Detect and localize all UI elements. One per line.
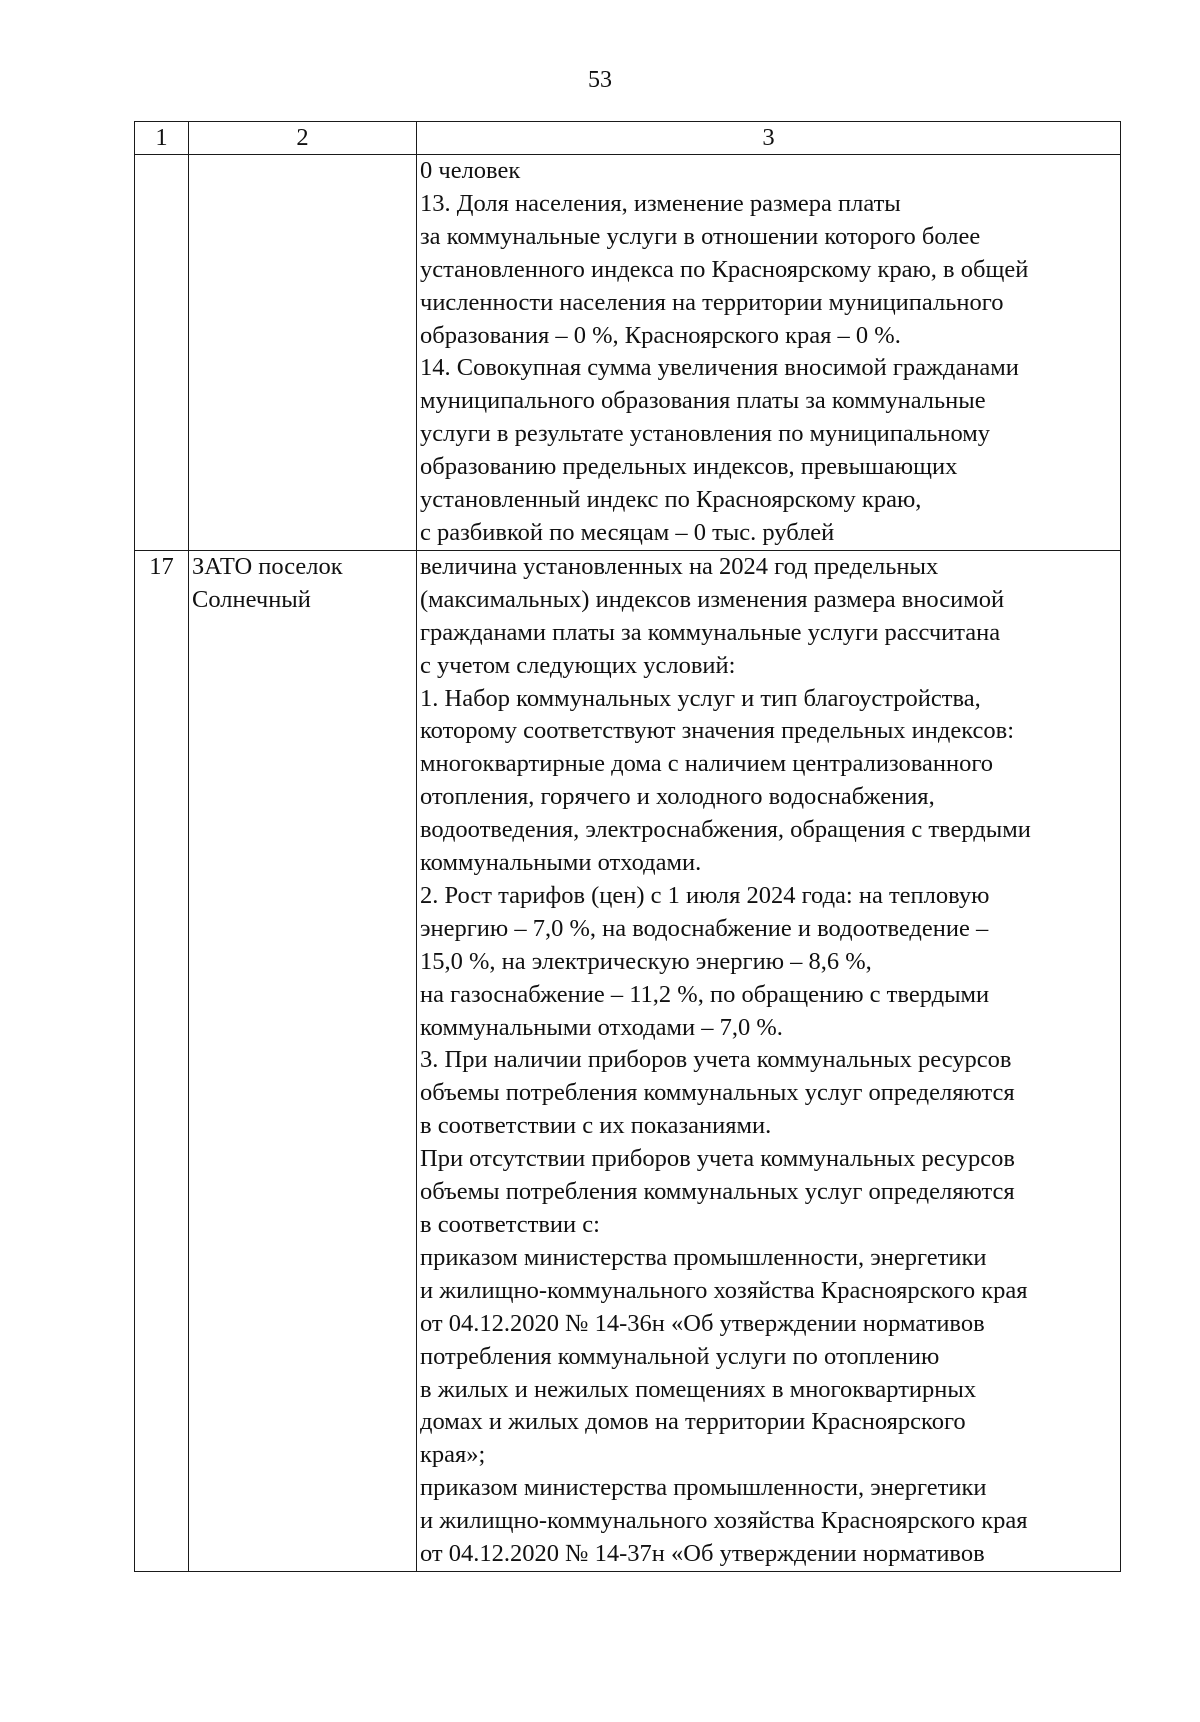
municipality-cell	[189, 155, 417, 551]
text-line: и жилищно-коммунального хозяйства Красноярского края	[420, 1276, 1028, 1304]
row-number-cell	[135, 155, 189, 551]
text-line: на газоснабжение – 11,2 %, по обращению с твердыми	[420, 980, 990, 1008]
text-line: в соответствии с:	[420, 1211, 600, 1238]
text-line: 1. Набор коммунальных услуг и тип благоустройства,	[420, 684, 981, 712]
text-line: за коммунальные услуги в отношении которого более	[420, 222, 981, 250]
text-line: домах и жилых домов на территории Красноярского	[420, 1408, 966, 1436]
table-row	[135, 550, 1121, 1571]
text-line: образованию предельных индексов, превышающих	[420, 453, 958, 481]
municipality-cell	[189, 550, 417, 1571]
municipality-name-line: Солнечный	[192, 585, 311, 613]
text-line: с учетом следующих условий:	[420, 651, 736, 679]
document-table	[134, 121, 1121, 1572]
text-line: края»;	[420, 1441, 486, 1469]
text-line: (максимальных) индексов изменения размера вносимой	[420, 585, 1005, 613]
text-line: приказом министерства промышленности, энергетики	[420, 1243, 987, 1271]
text-line: 14. Совокупная сумма увеличения вносимой гражданами	[420, 354, 1019, 382]
text-line: многоквартирные дома с наличием централизованного	[420, 750, 994, 778]
text-line: с разбивкой по месяцам – 0 тыс. рублей	[420, 518, 835, 546]
description-cell	[417, 550, 1121, 1571]
text-line: гражданами платы за коммунальные услуги рассчитана	[420, 618, 1001, 646]
text-line: приказом министерства промышленности, энергетики	[420, 1474, 987, 1502]
row-number-cell: 17	[135, 550, 189, 1571]
text-line: установленный индекс по Красноярскому краю,	[420, 486, 922, 514]
text-line: которому соответствуют значения предельных индексов:	[420, 717, 1015, 745]
text-line: 15,0 %, на электрическую энергию – 8,6 %,	[420, 947, 872, 975]
table-header-row	[135, 122, 1121, 155]
text-line: 3. При наличии приборов учета коммунальных ресурсов	[420, 1046, 1012, 1074]
municipality-name-line: ЗАТО поселок	[192, 552, 343, 580]
header-cell-2: 2	[189, 122, 417, 155]
text-line: объемы потребления коммунальных услуг определяются	[420, 1178, 1015, 1206]
text-line: величина установленных на 2024 год предельных	[420, 552, 939, 580]
table-row	[135, 155, 1121, 551]
text-line: коммунальными отходами – 7,0 %.	[420, 1013, 783, 1041]
text-line: При отсутствии приборов учета коммунальных ресурсов	[420, 1145, 1015, 1173]
text-line: и жилищно-коммунального хозяйства Красноярского края	[420, 1507, 1028, 1535]
text-line: 0 человек	[420, 157, 521, 184]
text-line: в жилых и нежилых помещениях в многоквартирных	[420, 1375, 977, 1403]
text-line: потребления коммунальной услуги по отоплению	[420, 1342, 940, 1370]
text-line: объемы потребления коммунальных услуг определяются	[420, 1079, 1015, 1107]
text-line: от 04.12.2020 № 14-37н «Об утверждении нормативов	[420, 1540, 985, 1568]
text-line: установленного индекса по Красноярскому краю, в общей	[420, 255, 1029, 283]
text-line: в соответствии с их показаниями.	[420, 1112, 772, 1140]
text-line: отопления, горячего и холодного водоснабжения,	[420, 783, 935, 811]
text-line: 2. Рост тарифов (цен) с 1 июля 2024 года: на тепловую	[420, 881, 990, 909]
page-number: 53	[588, 67, 612, 93]
text-line: услуги в результате установления по муниципальному	[420, 420, 991, 448]
text-line: коммунальными отходами.	[420, 849, 702, 877]
text-line: энергию – 7,0 %, на водоснабжение и водоотведение –	[420, 914, 989, 942]
text-line: 13. Доля населения, изменение размера платы	[420, 189, 901, 217]
text-line: образования – 0 %, Красноярского края – 0 %.	[420, 321, 901, 349]
text-line: водоотведения, электроснабжения, обращения с твердыми	[420, 816, 1031, 844]
header-cell-3: 3	[417, 122, 1121, 155]
text-line: численности населения на территории муниципального	[420, 288, 1004, 316]
text-line: муниципального образования платы за коммунальные	[420, 387, 986, 415]
description-cell	[417, 155, 1121, 551]
text-line: от 04.12.2020 № 14-36н «Об утверждении нормативов	[420, 1309, 985, 1337]
header-cell-1: 1	[135, 122, 189, 155]
